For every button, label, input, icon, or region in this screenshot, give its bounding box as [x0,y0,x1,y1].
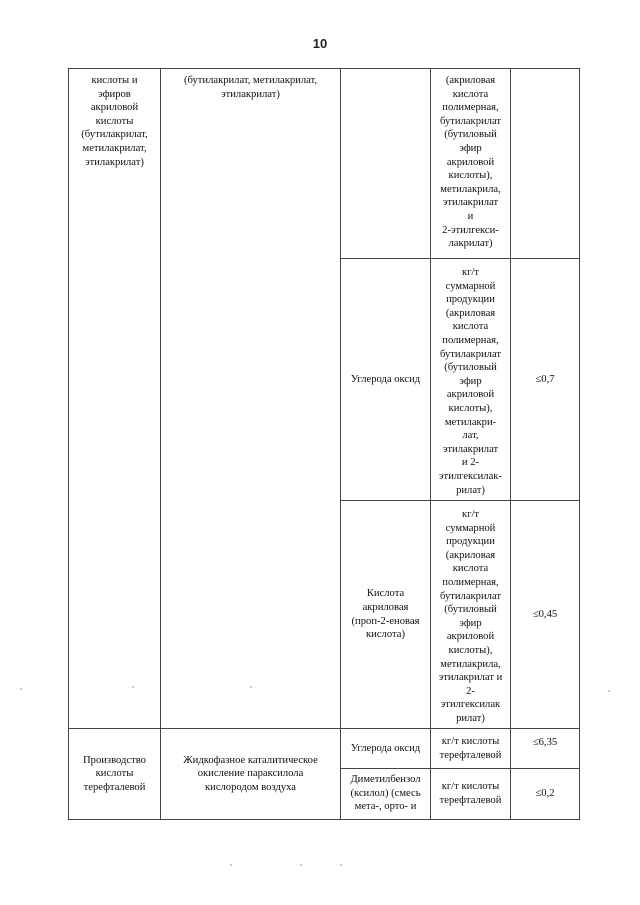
column-divider [160,68,161,820]
scan-speck [300,864,302,866]
limit-value-cell: ≤0,45 [532,608,558,620]
substance-cell: Кислота акриловая (проп-2-еновая кислота) [351,588,420,641]
page-number: 10 [312,36,328,51]
substance-cell: Углерода оксид [350,742,421,754]
limit-value-cell: ≤0,2 [535,788,555,800]
scan-speck [132,686,134,688]
unit-cell: кг/т суммарной продукции (акриловая кислота полимерная, бутилакрилат (бутиловый эфир акриловой кислоты), метилакри- лат, этилакрилат и 2- этилгексилак- рилат) [439,267,502,496]
table-border-left [68,68,69,820]
scan-speck [230,864,232,866]
process-cell: (бутилакрилат, метилакрилат, этилакрилат) [183,75,318,100]
unit-cell: кг/т кислоты терефталевой [439,735,502,761]
substance-cell: Углерода оксид [350,373,421,385]
process-cell: Жидкофазное каталитическое окисление параксилола кислородом воздуха [183,754,318,793]
table-border-bottom [68,819,580,820]
scan-speck [608,690,610,692]
product-name-cell: кислоты и эфиров акриловой кислоты (бутилакрилат, метилакрилат, этилакрилат) [81,75,148,168]
table-border-top [68,68,580,69]
unit-cell: кг/т кислоты терефталевой [439,781,502,806]
limit-value-cell: ≤6,35 [532,737,558,748]
unit-cell: кг/т суммарной продукции (акриловая кислота полимерная, бутилакрилат (бутиловый эфир акриловой кислоты), метилакрила, этилакрилат и 2- этилгексилак рилат) [438,509,503,724]
table-border-right [579,68,580,820]
limit-value-cell: ≤0,7 [535,373,555,385]
emissions-table [68,68,580,820]
substance-cell: Диметилбензол (ксилол) (смесь мета-, орто- и [350,774,421,813]
scan-speck [340,864,342,866]
scan-speck [20,688,22,690]
unit-cell: (акриловая кислота полимерная, бутилакрилат (бутиловый эфир акриловой кислоты), метилакрила, этилакрилат и 2-этилгекси- лакрилат) [439,75,502,250]
scan-speck [250,686,252,688]
product-name-cell: Производство кислоты терефталевой [83,754,146,793]
